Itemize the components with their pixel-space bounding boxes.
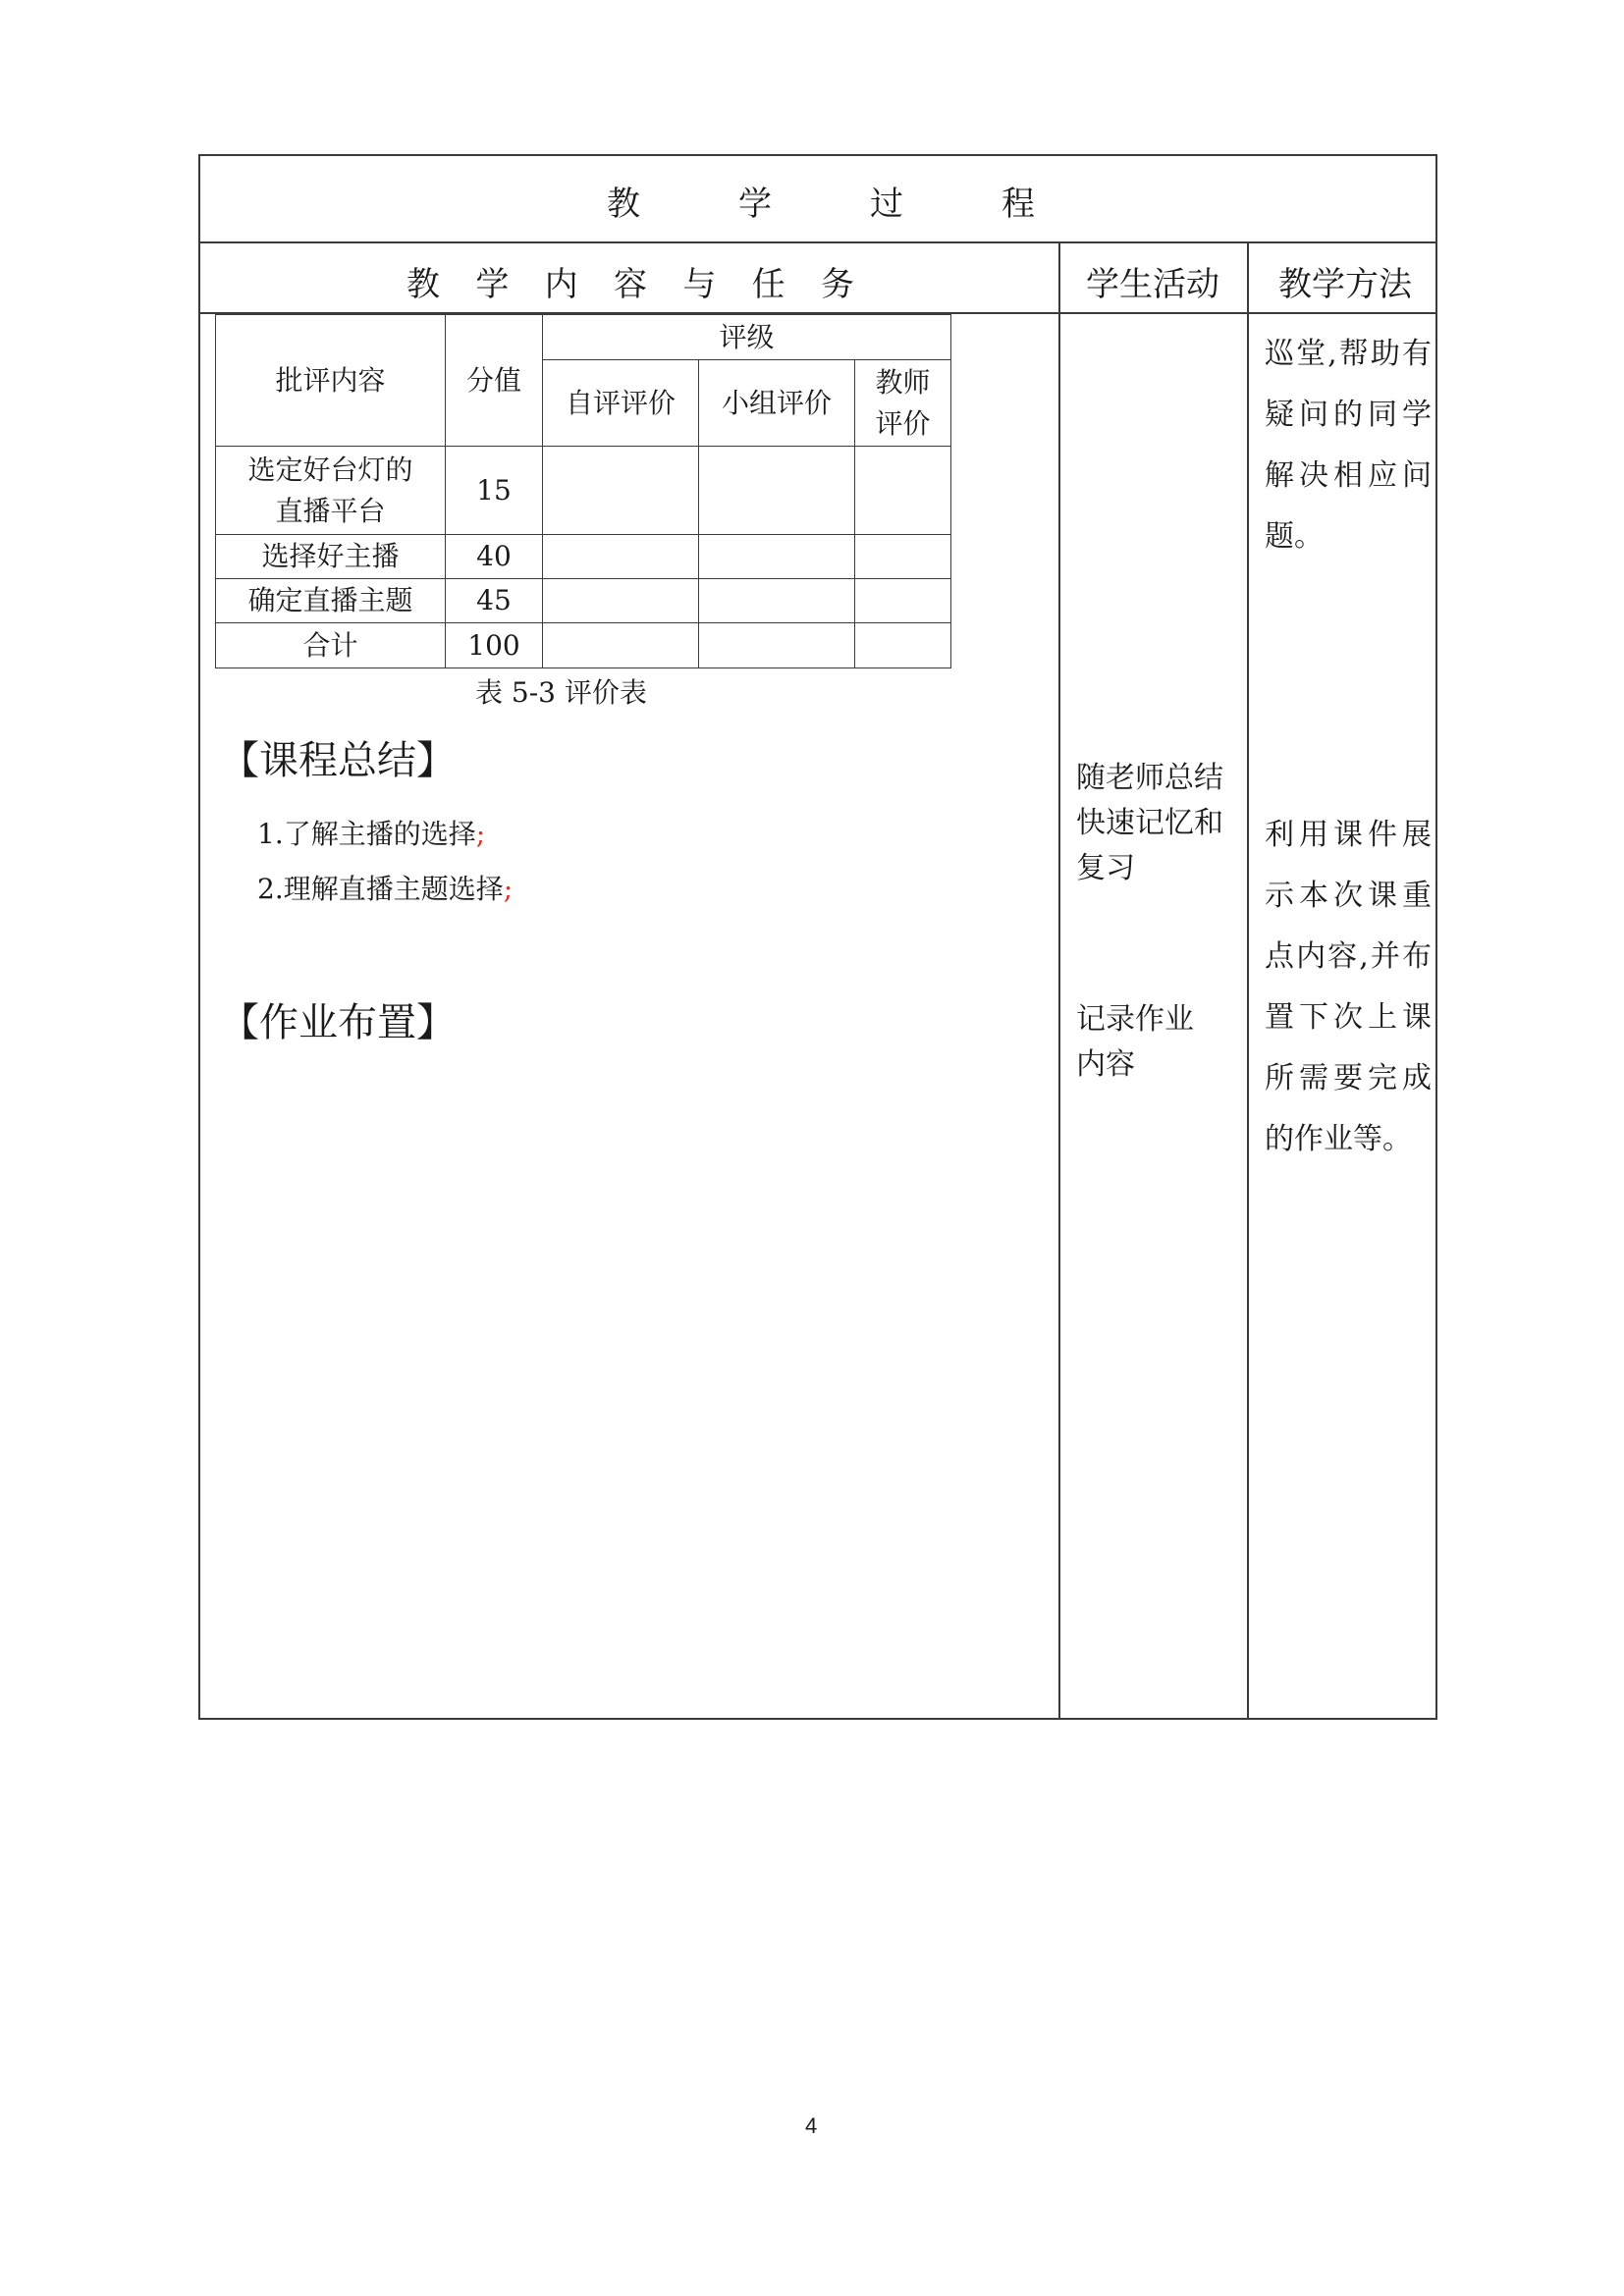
page-number: 4 (805, 2113, 818, 2138)
eval-score-cell: 45 (446, 579, 543, 623)
column-header-student: 学生活动 (1086, 265, 1219, 304)
eval-self-cell (543, 535, 699, 579)
eval-group-cell (699, 535, 855, 579)
eval-self-cell (543, 579, 699, 623)
eval-score-cell: 40 (446, 535, 543, 579)
table-row (216, 623, 951, 668)
eval-item-cell: 选定好台灯的 直播平台 (216, 447, 446, 535)
eval-item-cell: 确定直播主题 (216, 579, 446, 623)
eval-group-cell (699, 579, 855, 623)
eval-self-cell (543, 447, 699, 535)
column-header-content: 教 学 内 容 与 任 务 (406, 265, 854, 304)
column-divider-method (1247, 241, 1249, 1720)
teaching-method-patrol: 巡堂,帮助有 疑问的同学 解决相应问 题。 (1265, 337, 1432, 554)
eval-teacher-cell (855, 579, 951, 623)
eval-header-teacher: 教师 评价 (855, 360, 951, 447)
eval-item-cell: 选择好主播 (216, 535, 446, 579)
eval-teacher-cell (855, 535, 951, 579)
summary-item: 2.理解直播主题选择; (257, 873, 514, 905)
summary-item: 1.了解主播的选择; (257, 818, 486, 850)
eval-group-cell (699, 623, 855, 668)
table-row (216, 535, 951, 579)
table-row (216, 579, 951, 623)
eval-score-cell: 100 (446, 623, 543, 668)
eval-header-score: 分值 (446, 315, 543, 447)
eval-score-cell: 15 (446, 447, 543, 535)
student-activity-homework: 记录作业 内容 (1076, 1002, 1194, 1082)
eval-group-cell (699, 447, 855, 535)
eval-item-cell: 合计 (216, 623, 446, 668)
page-title: 教 学 过 程 (607, 185, 1035, 224)
table-row (216, 447, 951, 535)
column-header-method: 教学方法 (1278, 265, 1412, 304)
eval-header-group: 小组评价 (699, 360, 855, 447)
eval-header-grade: 评级 (543, 315, 951, 360)
title-divider (198, 241, 1437, 243)
student-activity-summary: 随老师总结 快速记忆和 复习 (1076, 761, 1223, 885)
eval-self-cell (543, 623, 699, 668)
eval-header-item: 批评内容 (216, 315, 446, 447)
eval-header-self: 自评评价 (543, 360, 699, 447)
eval-teacher-cell (855, 447, 951, 535)
column-divider-student (1058, 241, 1060, 1720)
summary-heading: 【课程总结】 (220, 738, 456, 783)
teaching-method-review: 利用课件展 示本次课重 点内容,并布 置下次上课 所需要完成 的作业等。 (1265, 818, 1432, 1156)
homework-heading: 【作业布置】 (220, 1000, 456, 1045)
table-caption: 表 5-3 评价表 (475, 676, 647, 709)
evaluation-table (215, 314, 951, 668)
eval-teacher-cell (855, 623, 951, 668)
